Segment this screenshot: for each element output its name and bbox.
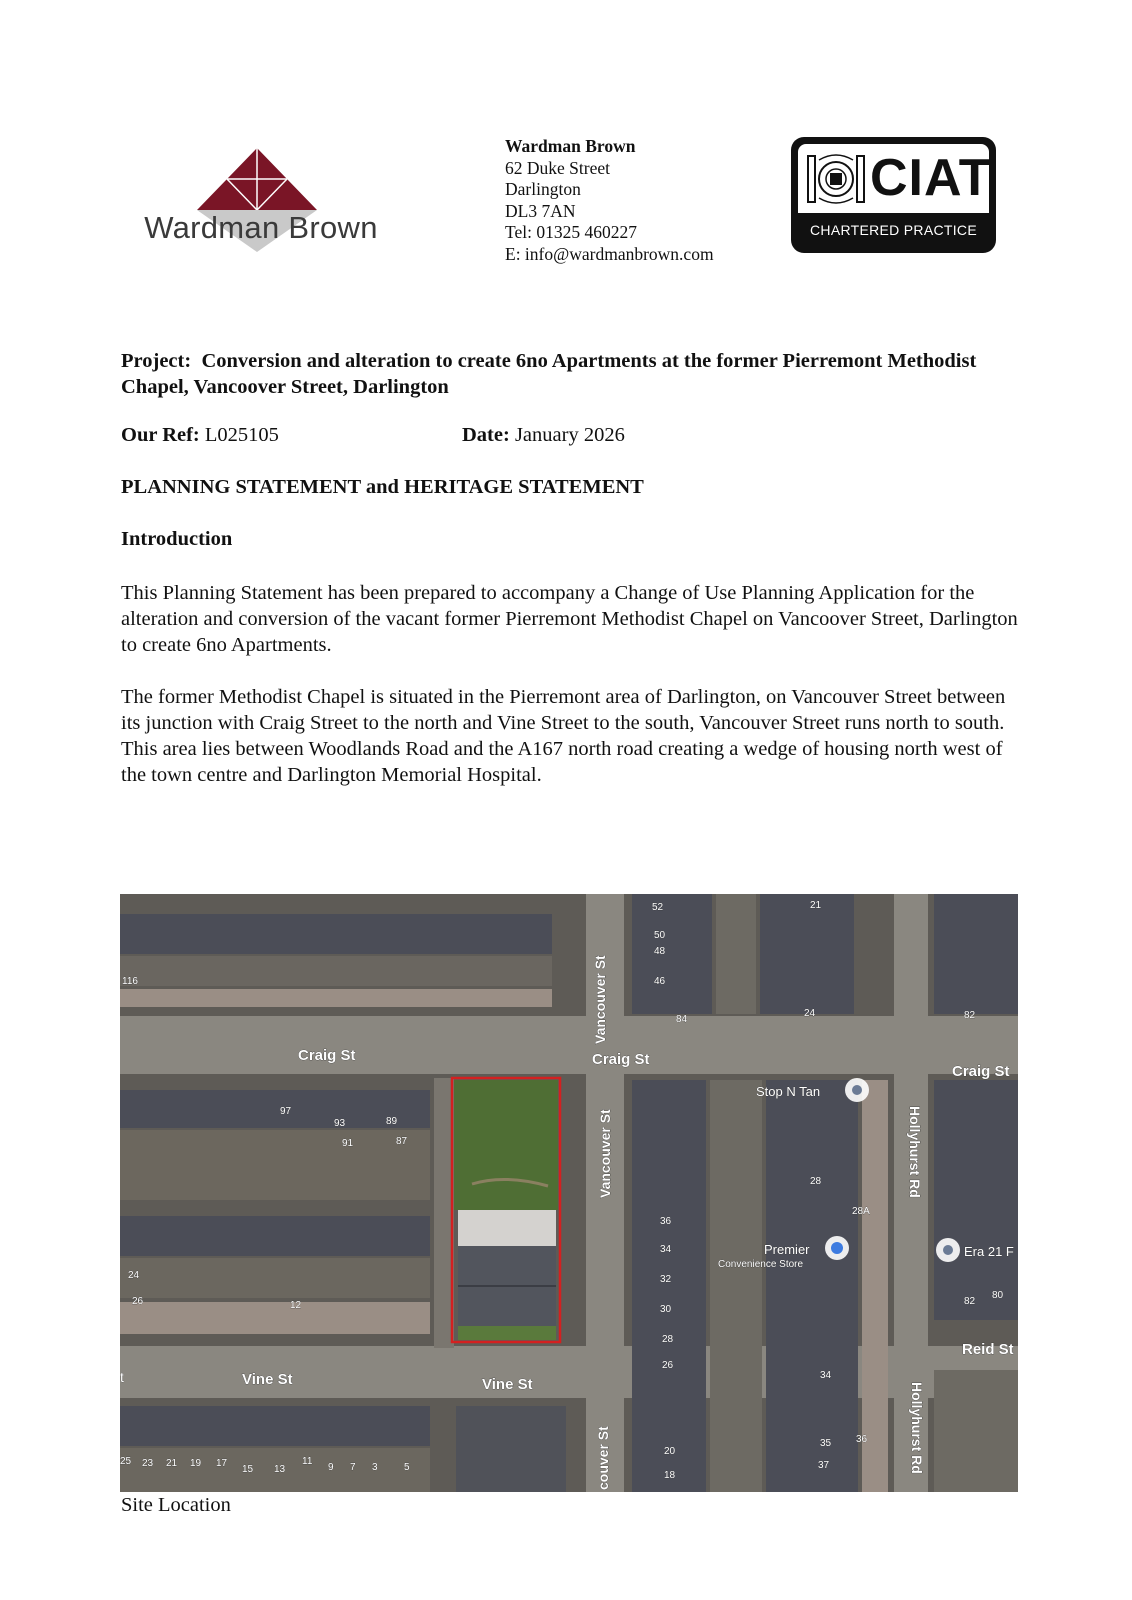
place-label-era: Era 21 F <box>964 1244 1014 1259</box>
ciat-badge <box>791 137 996 253</box>
house-number: 84 <box>676 1014 688 1025</box>
street-label-hollyhurst-mid: Hollyhurst Rd <box>907 1106 923 1198</box>
house-number: 24 <box>128 1270 140 1281</box>
street-label-vine-west: Vine St <box>242 1371 293 1388</box>
reference <box>121 424 279 447</box>
introduction-heading: Introduction <box>121 528 233 550</box>
house-number: 36 <box>660 1216 672 1227</box>
address-firm: Wardman Brown <box>505 136 636 156</box>
street-label-vine-mid: Vine St <box>482 1376 533 1393</box>
house-number: 23 <box>142 1458 154 1469</box>
house-number: 21 <box>810 900 822 911</box>
site-grass <box>454 1080 558 1210</box>
house-number: 87 <box>396 1136 408 1147</box>
street-label-craig-west: Craig St <box>298 1047 356 1064</box>
address-tel: Tel: 01325 460227 <box>505 222 637 243</box>
date-value: January 2026 <box>514 424 625 446</box>
map-caption: Site Location <box>121 1494 231 1516</box>
house-number: 11 <box>302 1456 313 1467</box>
street-label-craig-mid: Craig St <box>592 1051 650 1068</box>
house-number: 18 <box>664 1470 676 1481</box>
house-number: 30 <box>660 1304 672 1315</box>
house-number: 26 <box>662 1360 674 1371</box>
house-number: 48 <box>654 946 666 957</box>
date-label: Date: <box>462 424 510 446</box>
address-street: 62 Duke Street <box>505 157 610 178</box>
reference-label: Our Ref: <box>121 424 200 446</box>
project-label: Project: <box>121 350 192 372</box>
house-number: 89 <box>386 1116 398 1127</box>
house-number: 15 <box>242 1464 254 1475</box>
craig-street-road <box>120 1016 1018 1074</box>
site-location-map <box>120 894 1018 1492</box>
house-number: 34 <box>820 1370 832 1381</box>
house-number: 36 <box>856 1434 868 1445</box>
project-text: Conversion and alteration to create 6no Apartments at the former Pierremont Methodist Chapel, Vancoover Street, Darlington <box>121 350 977 398</box>
house-number: 5 <box>404 1462 410 1473</box>
street-label-reid: Reid St <box>962 1341 1014 1358</box>
house-number: 116 <box>122 976 138 987</box>
place-label-premier: Premier <box>764 1242 810 1257</box>
house-number: 19 <box>190 1458 202 1469</box>
house-number: 9 <box>328 1462 334 1473</box>
house-number: 52 <box>652 902 664 913</box>
logo-wordmark: Wardman Brown <box>144 210 378 245</box>
house-number: t <box>120 1369 124 1385</box>
introduction-paragraph-2: The former Methodist Chapel is situated in the Pierremont area of Darlington, on Vancouver Street between its junction with Craig Street to the north and Vine Street to the south, Vancouver Street runs north to south. This area lies between Woodlands Road and the A167 north road creating a wedge of housing north west of the town centre and Darlington Memorial Hospital. <box>121 686 1006 786</box>
house-number: 28 <box>810 1176 822 1187</box>
house-number: 21 <box>166 1458 178 1469</box>
address-email: E: info@wardmanbrown.com <box>505 243 714 264</box>
place-label-stop-n-tan: Stop N Tan <box>756 1084 821 1099</box>
house-number: 7 <box>350 1462 356 1473</box>
street-label-craig-east: Craig St <box>952 1063 1010 1080</box>
house-number: 80 <box>992 1290 1004 1301</box>
introduction-paragraph-1: This Planning Statement has been prepared to accompany a Change of Use Planning Application for the alteration and conversion of the vacant former Pierremont Methodist Chapel on Vancoover Street, Darlington to create 6no Apartments. <box>121 582 1018 656</box>
house-number: 35 <box>820 1438 832 1449</box>
house-number: 82 <box>964 1010 976 1021</box>
reference-value: L025105 <box>204 424 279 446</box>
street-label-vancouver-south: couver St <box>595 1426 611 1490</box>
date <box>462 424 625 447</box>
house-number: 17 <box>216 1458 228 1469</box>
street-label-vancouver-north: Vancouver St <box>592 955 608 1044</box>
document-title: PLANNING STATEMENT and HERITAGE STATEMENT <box>121 476 644 498</box>
house-number: 28 <box>662 1334 674 1345</box>
house-number: 13 <box>274 1464 286 1475</box>
house-number: 37 <box>818 1460 830 1471</box>
house-number: 20 <box>664 1446 676 1457</box>
ciat-wordmark: CIAT <box>870 149 992 207</box>
house-number: 24 <box>804 1008 816 1019</box>
house-number: 32 <box>660 1274 672 1285</box>
house-number: 12 <box>290 1300 302 1311</box>
address-postcode: DL3 7AN <box>505 200 576 221</box>
house-number: 46 <box>654 976 666 987</box>
house-number: 91 <box>342 1138 354 1149</box>
ciat-crest-icon <box>806 150 866 208</box>
street-label-hollyhurst-south: Hollyhurst Rd <box>909 1382 925 1474</box>
house-number: 34 <box>660 1244 672 1255</box>
company-address <box>505 136 714 266</box>
address-town: Darlington <box>505 179 581 200</box>
ciat-subtitle: CHARTERED PRACTICE <box>810 222 977 238</box>
house-number: 25 <box>120 1456 132 1467</box>
street-label-vancouver-mid: Vancouver St <box>597 1109 613 1198</box>
house-number: 93 <box>334 1118 346 1129</box>
house-number: 3 <box>372 1462 378 1473</box>
house-number: 50 <box>654 930 666 941</box>
place-label-convenience: Convenience Store <box>718 1259 804 1270</box>
aerial-photo <box>120 894 1018 1492</box>
project-title <box>121 348 1021 400</box>
company-logo <box>130 148 392 260</box>
house-number: 97 <box>280 1106 292 1117</box>
house-number: 26 <box>132 1296 144 1307</box>
house-number: 82 <box>964 1296 976 1307</box>
house-number: 28A <box>852 1206 870 1217</box>
